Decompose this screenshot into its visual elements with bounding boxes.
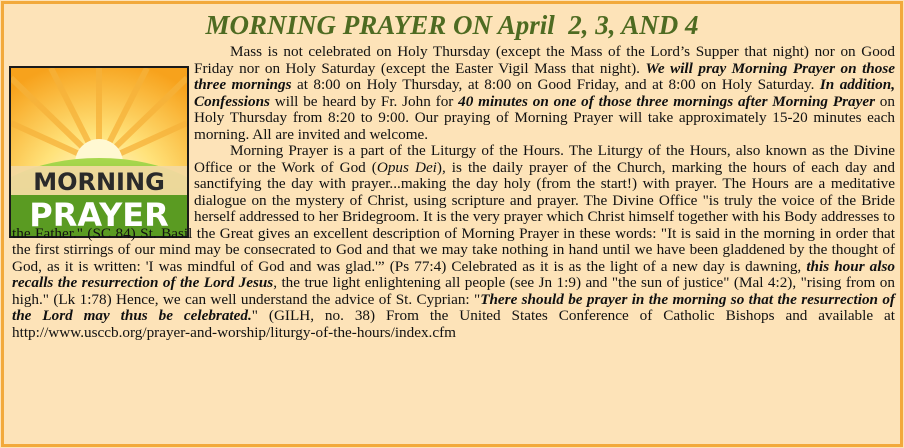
p1-emphasis-morning-prayer: We will pray Morning Prayer on those three mornings <box>194 59 895 93</box>
p2-text-a: Morning Prayer is a part of the Liturgy of the Hours. The Liturgy of the Hours, also known as the Divine Office or the Work of God ( <box>194 142 895 176</box>
p2-text-e: , the true light enlightening all people (see Jn 1:9) and "the sun of justice" (Mal 4:2), "rising from on high." (Lk 1:78) Hence, we can well understand the advice of St. Cyprian: " <box>12 274 895 308</box>
article-body <box>12 44 895 341</box>
p1-text-a: Mass is not celebrated on Holy Thursday (except the Mass of the Lord’s Supper that night) nor on Good Friday nor on Holy Saturday (except the Easter Vigil Mass that night). <box>194 43 895 77</box>
logo-line1: MORNING <box>33 168 165 196</box>
p2-text-c: ), is the daily prayer of the Church, marking the hours of each day and sanctifying the day with prayer...making the day holy (from the start!) with prayer. The Hours are a meditative dialogue on the mystery of Christ, using scripture and prayer. The Divine Office "is truly the voice of the Bride herself addressed to her Bridegroom. It is the very prayer which Christ himself together with his Body addresses to the Father." (SC 84) St. Basil the Great gives an excellent description of Morning Prayer in these words: "It is said in the morning in order that the first stirrings of our mind may be consecrated to God and that we may take nothing in hand until we have been gladdened by the thought of God, as it is written: 'I was mindful of God and was glad.'” (Ps 77:4) Celebrated as it is as the light of a new day is dawning, <box>12 158 895 275</box>
p1-text-e: will be heard by Fr. John for <box>269 92 459 110</box>
p1-emphasis-confessions: In addition, Confessions <box>194 76 895 110</box>
bulletin-box <box>1 1 903 447</box>
p1-emphasis-40-minutes: 40 minutes on one of those three mornings after Morning Prayer <box>458 92 875 110</box>
p1-text-c: at 8:00 on Holy Thursday, at 8:00 on Good Friday, and at 8:00 on Holy Saturday. <box>291 76 820 93</box>
p2-opus-dei: Opus Dei <box>376 158 437 176</box>
logo-line2: PRAYER <box>29 196 169 234</box>
p2-text-g: " (GILH, no. 38) From the United States Conference of Catholic Bishops and available at http://www.usccb.org/prayer-and-worship/liturgy-of-the-hours/index.cfm <box>12 307 895 341</box>
p1-text-g: on Holy Thursday from 8:20 to 9:00. Our praying of Morning Prayer will take approximately 15-20 minutes each morning. All are invited and welcome. <box>194 92 895 143</box>
p2-emphasis-resurrection: this hour also recalls the resurrection of the Lord Jesus <box>12 257 895 291</box>
page-title: MORNING PRAYER ON April 2, 3, AND 4 <box>205 10 699 40</box>
logo-spacer <box>12 44 194 224</box>
p2-emphasis-cyprian-quote: There should be prayer in the morning so that the resurrection of the Lord may thus be celebrated. <box>12 290 895 324</box>
